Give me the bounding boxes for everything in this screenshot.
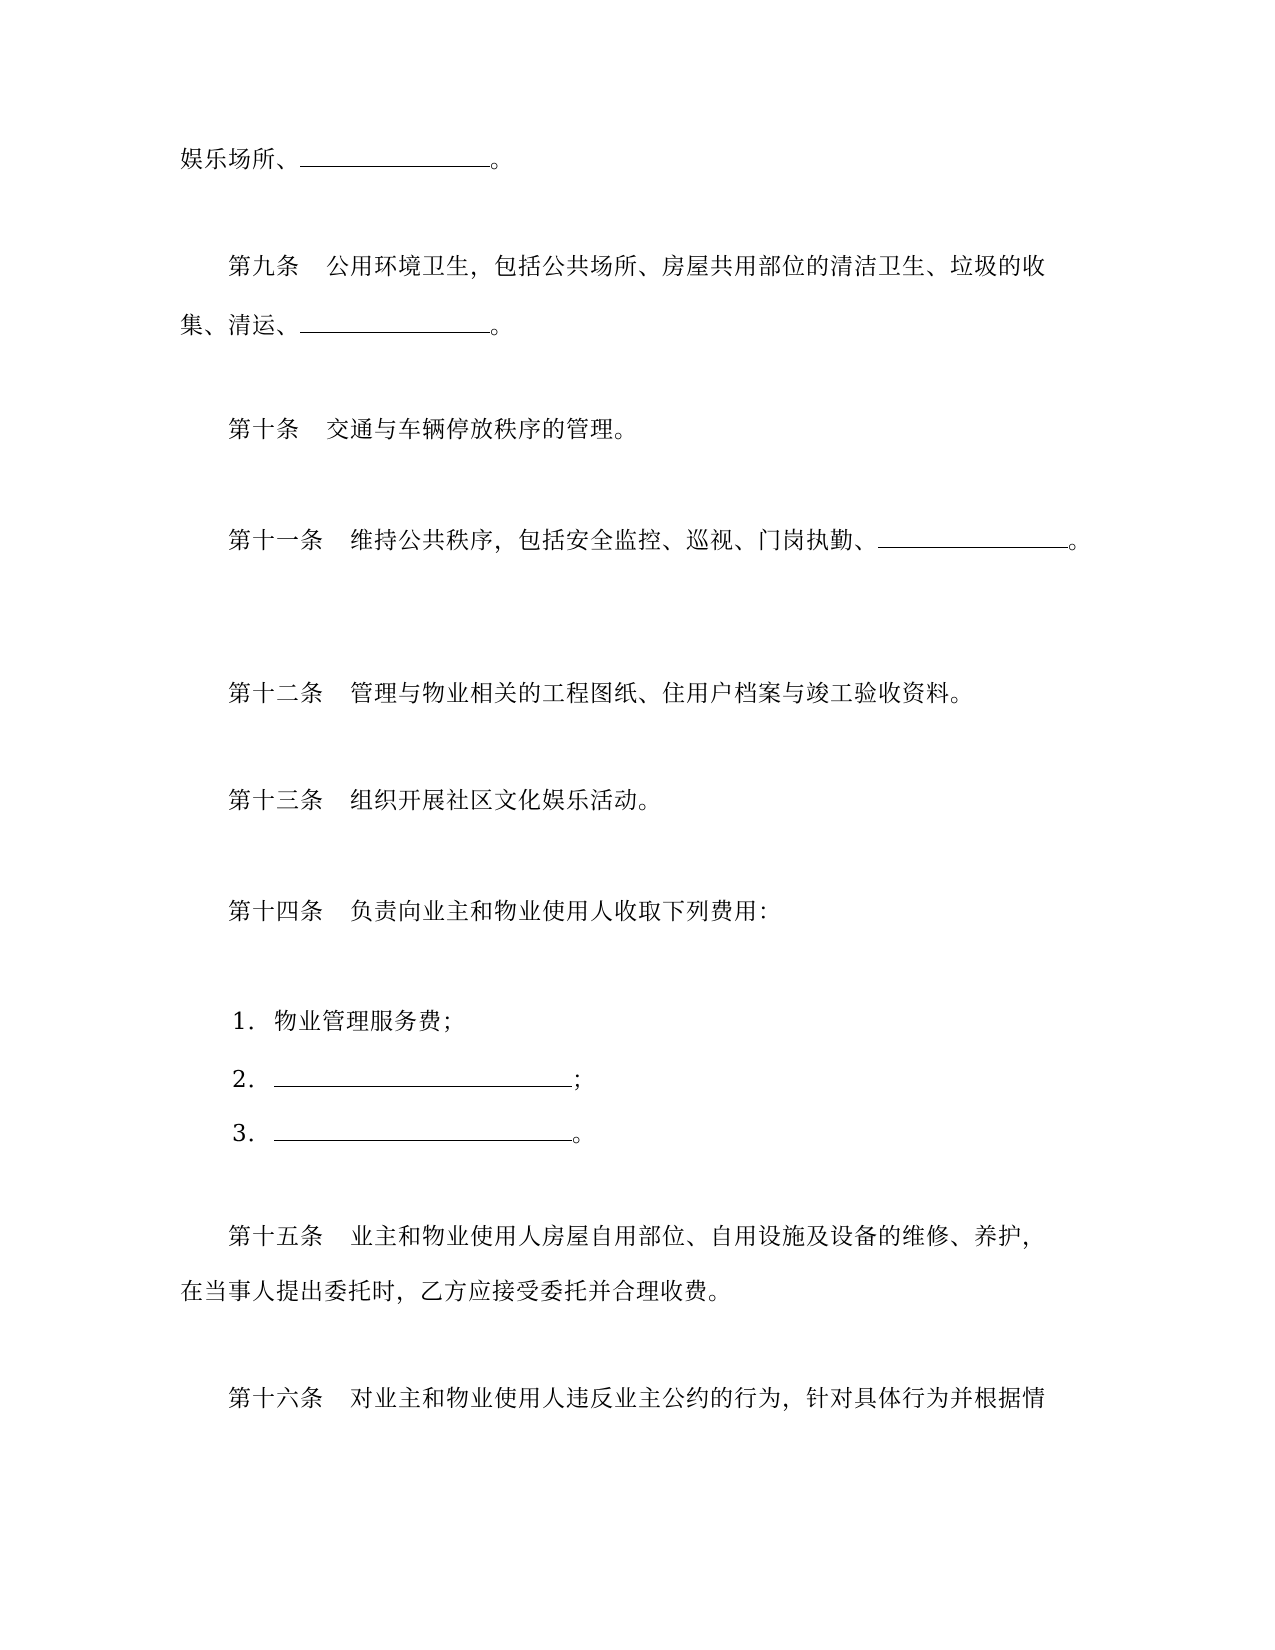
article-text: 组织开展社区文化娱乐活动。 — [350, 788, 662, 814]
list-item-number: 1． — [232, 1009, 272, 1035]
article-text: 娱乐场所、 — [180, 147, 300, 173]
list-item-end-punct: 。 — [572, 1121, 596, 1147]
list-item-text: 物业管理服务费； — [274, 1009, 466, 1035]
article-15-continuation — [180, 1277, 732, 1307]
article-text: 维持公共秩序，包括安全监控、巡视、门岗执勤、 — [350, 528, 878, 554]
list-item-number: 2． — [232, 1067, 272, 1093]
article-text: 公用环境卫生，包括公共场所、房屋共用部位的清洁卫生、垃圾的收 — [326, 254, 1046, 280]
article-text: 交通与车辆停放秩序的管理。 — [326, 417, 638, 443]
fill-in-blank[interactable] — [274, 1116, 572, 1141]
list-item — [232, 1007, 466, 1037]
article-16 — [228, 1384, 1046, 1414]
article-9 — [228, 252, 1046, 282]
article-text: 在当事人提出委托时，乙方应接受委托并合理收费。 — [180, 1279, 732, 1305]
article-text: 对业主和物业使用人违反业主公约的行为，针对具体行为并根据情 — [350, 1386, 1046, 1412]
list-item — [232, 1062, 596, 1095]
fill-in-blank[interactable] — [878, 523, 1068, 548]
article-9-continuation — [180, 308, 514, 341]
list-item — [232, 1116, 596, 1149]
article-text: 业主和物业使用人房屋自用部位、自用设施及设备的维修、养护， — [350, 1224, 1046, 1250]
article-14 — [228, 897, 782, 927]
fill-in-blank[interactable] — [300, 308, 490, 333]
article-end-punct: 。 — [1068, 528, 1092, 554]
article-number: 第十四条 — [228, 899, 324, 925]
article-number: 第十五条 — [228, 1224, 324, 1250]
article-11 — [228, 523, 1092, 556]
article-number: 第十二条 — [228, 681, 324, 707]
article-13 — [228, 786, 662, 816]
article-text: 集、清运、 — [180, 313, 300, 339]
article-number: 第十六条 — [228, 1386, 324, 1412]
article-end-punct: 。 — [490, 147, 514, 173]
article-end-punct: 。 — [490, 313, 514, 339]
article-10 — [228, 415, 638, 445]
article-number: 第十条 — [228, 417, 300, 443]
article-number: 第九条 — [228, 254, 300, 280]
article-number: 第十一条 — [228, 528, 324, 554]
article-12 — [228, 679, 974, 709]
article-8-continuation — [180, 142, 514, 175]
fill-in-blank[interactable] — [300, 142, 490, 167]
article-number: 第十三条 — [228, 788, 324, 814]
list-item-number: 3． — [232, 1121, 272, 1147]
article-text: 负责向业主和物业使用人收取下列费用： — [350, 899, 782, 925]
fill-in-blank[interactable] — [274, 1062, 572, 1087]
article-15 — [228, 1222, 1046, 1252]
article-text: 管理与物业相关的工程图纸、住用户档案与竣工验收资料。 — [350, 681, 974, 707]
list-item-end-punct: ； — [572, 1067, 596, 1093]
